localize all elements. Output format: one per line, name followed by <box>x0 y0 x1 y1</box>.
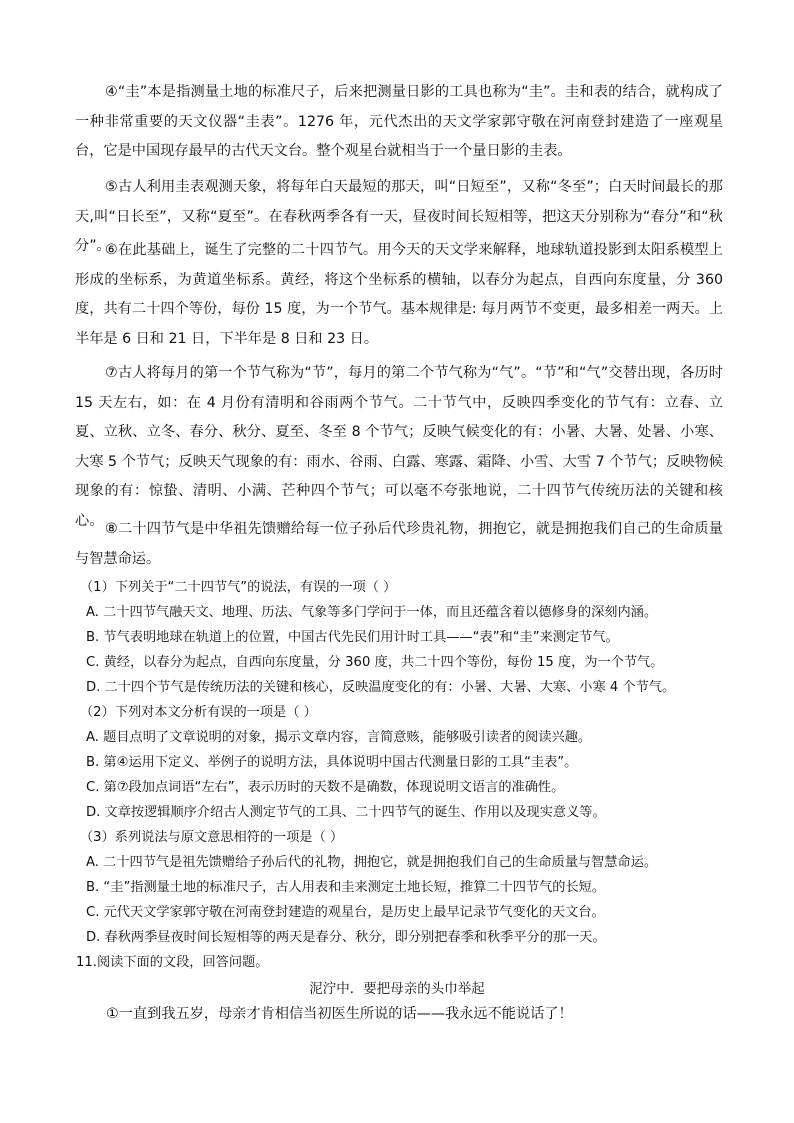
paragraph-7: ⑦古人将每月的第一个节气称为“节”，每月的第二个节气称为“气”。“节”和“气”交替出现，各历时 15 天左右，如：在 4 月份有清明和谷雨两个节气。二十节气中，反映四季变化的节气有：立春、立夏、立秋、立冬、春分、秋分、夏至、冬至 8 个节气；反映气候变化的有：小暑、大暑、处暑、小寒、大寒 5 个节气；反映天气现象的有：雨水、谷雨、白露、寒露、霜降、小雪、大雪 7 个节气；反映物候现象的有：惊蛰、清明、小满、芒种四个节气；可以毫不夸张地说，二十四节气传统历法的关键和核心。 <box>75 365 723 529</box>
question-2-stem: （2）下列对本文分析有误的一项是（ ） <box>80 705 317 720</box>
question-1-stem: （1）下列关于“二十四节气”的说法，有误的一项（ ） <box>80 580 397 595</box>
question-1-option-b: B. 节气表明地球在轨道上的位置，中国古代先民们用计时工具——“表”和“圭”来测定节气。 <box>86 630 619 645</box>
question-1-option-a: A. 二十四节气融天文、地理、历法、气象等多门学问于一体，而且还蕴含着以德修身的深刻内涵。 <box>86 605 658 620</box>
question-2-option-d: D. 文章按逻辑顺序介绍古人测定节气的工具、二十四节气的诞生、作用以及现实意义等。 <box>86 805 606 820</box>
paragraph-5: ⑤古人利用圭表观测天象，将每年白天最短的那天，叫“日短至”，又称“冬至”；白天时间最长的那天,叫“日长至”，又称“夏至”。在春秋两季各有一天，昼夜时间长短相等，把这天分别称为“春分”和“秋分”。 <box>75 179 723 254</box>
section-11-heading: 11.阅读下面的文段，回答问题。 <box>76 955 269 970</box>
article-title: 泥泞中．要把母亲的头巾举起 <box>309 981 485 997</box>
question-2-option-a: A. 题目点明了文章说明的对象，揭示文章内容，言简意赅，能够吸引读者的阅读兴趣。 <box>86 730 592 745</box>
paragraph-8: ⑧二十四节气是中华祖先馈赠给每一位子孙后代珍贵礼物，拥抱它，就是拥抱我们自己的生命质量与智慧命运。 <box>75 521 723 567</box>
question-1-option-c: C. 黄经，以春分为起点，自西向东度量，分 360 度，共二十四个等份，每份 15 度，为一个节气。 <box>86 655 664 670</box>
question-3-option-c: C. 元代天文学家郭守敬在河南登封建造的观星台，是历史上最早记录节气变化的天文台。 <box>86 905 605 920</box>
article-first-line: ①一直到我五岁，母亲才肯相信当初医生所说的话——我永远不能说话了！ <box>106 1006 573 1022</box>
question-2-option-c: C. 第⑦段加点词语“左右”，表示历时的天数不是确数，体现说明文语言的准确性。 <box>86 780 565 795</box>
question-3-stem: （3）系列说法与原文意思相符的一项是（ ） <box>80 830 344 845</box>
paragraph-4: ④“圭”本是指测量土地的标准尺子，后来把测量日影的工具也称为“圭”。圭和表的结合，就构成了一种非常重要的天文仪器“圭表”。1276 年，元代杰出的天文学家郭守敬在河南登封建造了一座观星台，它是中国现存最早的古代天文台。整个观星台就相当于一个量日影的圭表。 <box>75 84 723 159</box>
paragraph-6: ⑥在此基础上，诞生了完整的二十四节气。用今天的天文学来解释，地球轨道投影到太阳系模型上形成的坐标系，为黄道坐标系。黄经，将这个坐标系的横轴，以春分为起点，自西向东度量，分 360 度，共有二十四个等份，每份 15 度，为一个节气。基本规律是: 每月两节不变更，最多相差一两天。上半年是 6 日和 21 日，下半年是 8 日和 23 日。 <box>75 242 723 347</box>
question-3-option-a: A. 二十四节气是祖先馈赠给子孙后代的礼物，拥抱它，就是拥抱我们自己的生命质量与智慧命运。 <box>86 855 658 870</box>
question-1-option-d: D. 二十四个节气是传统历法的关键和核心，反映温度变化的有：小暑、大暑、大寒、小寒 4 个节气。 <box>86 680 676 695</box>
question-3-option-d: D. 春秋两季昼夜时间长短相等的两天是春分、秋分，即分别把春季和秋季平分的那一天。 <box>86 930 606 945</box>
question-3-option-b: B. “圭”指测量土地的标准尺子，古人用表和圭来测定土地长短，推算二十四节气的长短。 <box>86 880 606 895</box>
question-2-option-b: B. 第④运用下定义、举例子的说明方法，具体说明中国古代测量日影的工具“圭表”。 <box>86 755 578 770</box>
